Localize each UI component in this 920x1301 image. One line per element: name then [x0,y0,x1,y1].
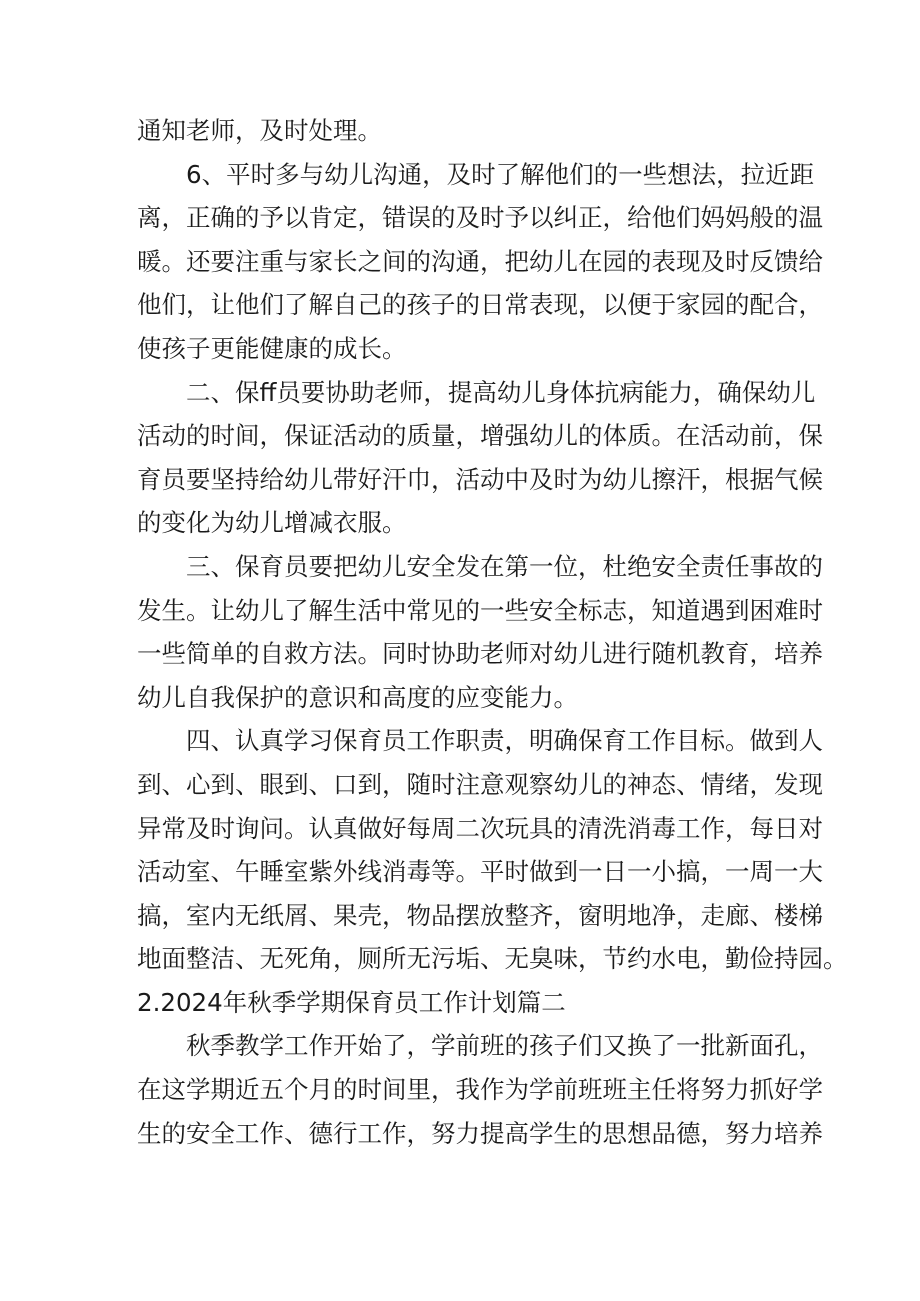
paragraph-section-3 [137,545,823,719]
text-line: 在这学期近五个月的时间里，我作为学前班班主任将努力抓好学 [137,1075,823,1105]
document-body [137,109,848,1155]
text-line: 到、心到、眼到、口到，随时注意观察幼儿的神态、情绪，发现 [137,769,823,799]
paragraph-continuation [137,109,793,153]
text-line: 6、平时多与幼儿沟通，及时了解他们的一些想法，拉近距 [186,159,815,189]
text-line: 活动室、午睡室紫外线消毒等。平时做到一日一小搞，一周一大 [137,857,823,887]
section-heading [137,981,793,1025]
text-line: 二、保ff员要协助老师，提高幼儿身体抗病能力，确保幼儿 [186,377,816,407]
text-line: 暖。还要注重与家长之间的沟通，把幼儿在园的表现及时反馈给 [137,246,823,276]
paragraph-item-6 [137,153,823,371]
text-line: 育员要坚持给幼儿带好汗巾，活动中及时为幼儿擦汗，根据气候 [137,464,823,494]
text-line: 秋季教学工作开始了，学前班的孩子们又换了一批新面孔， [186,1031,823,1061]
text-line: 一些简单的自救方法。同时协助老师对幼儿进行随机教育，培养 [137,639,823,669]
paragraph-section-intro [137,1024,823,1155]
text-line: 的变化为幼儿增减衣服。 [137,508,407,538]
text-line: 三、保育员要把幼儿安全发在第一位，杜绝安全责任事故的 [186,551,823,581]
text-line: 离，正确的予以肯定，错误的及时予以纠正，给他们妈妈般的温 [137,203,823,233]
text-line: 生的安全工作、德行工作，努力提高学生的思想品德，努力培养 [137,1118,823,1148]
text-line: 使孩子更能健康的成长。 [137,333,407,363]
text-line: 四、认真学习保育员工作职责，明确保育工作目标。做到人 [186,726,823,756]
section-heading-text: 2.2024年秋季学期保育员工作计划篇二 [137,987,566,1017]
paragraph-section-4 [137,719,848,981]
paragraph-section-2 [137,371,823,545]
text-line: 通知老师，及时处理。 [137,116,382,145]
text-line: 地面整洁、无死角，厕所无污垢、无臭味，节约水电，勤俭持园。 [137,944,848,974]
text-line: 他们，让他们了解自己的孩子的日常表现，以便于家园的配合， [137,290,823,320]
text-line: 幼儿自我保护的意识和高度的应变能力。 [137,682,578,712]
text-line: 活动的时间，保证活动的质量，增强幼儿的体质。在活动前，保 [137,421,823,451]
text-line: 搞，室内无纸屑、果壳，物品摆放整齐，窗明地净，走廊、楼梯 [137,900,823,930]
text-line: 发生。让幼儿了解生活中常见的一些安全标志，知道遇到困难时 [137,595,823,625]
text-line: 异常及时询问。认真做好每周二次玩具的清洗消毒工作，每日对 [137,813,823,843]
